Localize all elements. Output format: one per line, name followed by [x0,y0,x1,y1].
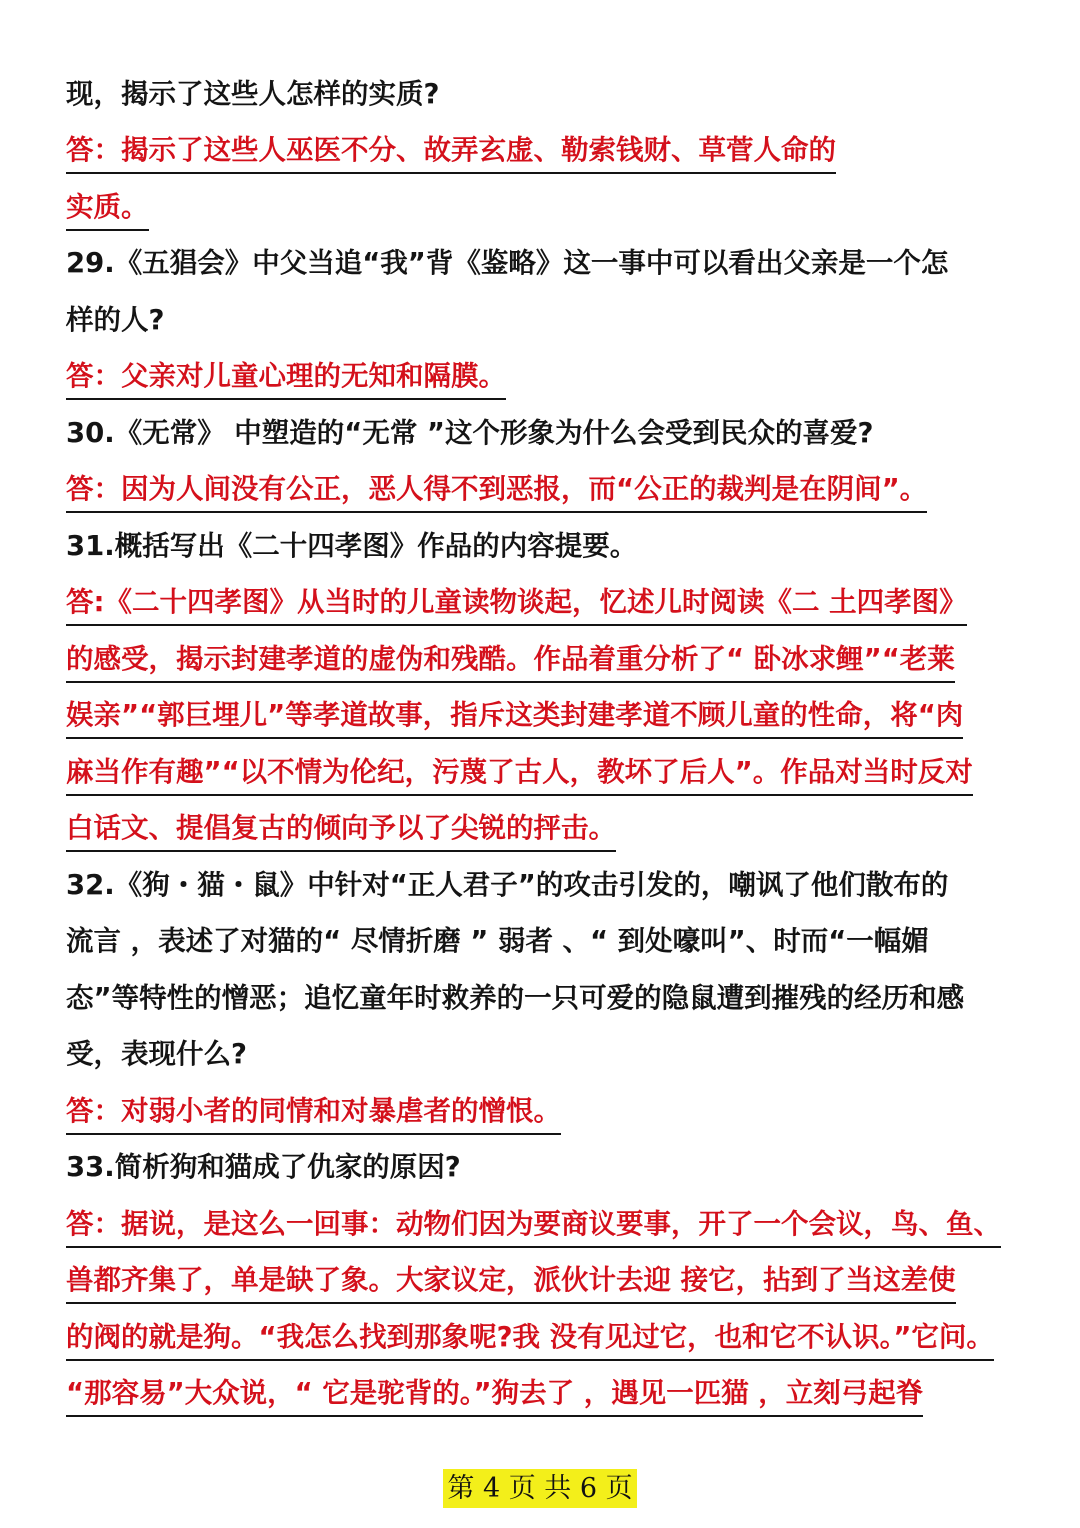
question-30: 30.《无常》 中塑造的“无常 ”这个形象为什么会受到民众的喜爱? [66,417,874,449]
question-32-line-2: 流言 ，表述了对猫的“ 尽情折磨 ” 弱者 、“ 到处嚎叫”、时而“一幅媚 [66,925,929,957]
answer-28-line-1: 答：揭示了这些人巫医不分、故弄玄虚、勒索钱财、草菅人命的 [66,128,836,174]
answer-31-line-4: 麻当作有趣”“以不情为伦纪，污蔑了古人，教坏了后人”。作品对当时反对 [66,750,973,796]
answer-31-line-3: 娱亲”“郭巨埋儿”等孝道故事，指斥这类封建孝道不顾儿童的性命，将“肉 [66,693,963,739]
answer-30: 答：因为人间没有公正，恶人得不到恶报，而“公正的裁判是在阴间”。 [66,467,927,513]
question-32-line-4: 受，表现什么? [66,1038,247,1070]
answer-33-line-2: 兽都齐集了，单是缺了象。大家议定，派伙计去迎 接它，拈到了当这差使 [66,1258,956,1304]
answer-31-line-2: 的感受，揭示封建孝道的虚伪和残酷。作品着重分析了“ 卧冰求鲤”“老莱 [66,637,955,683]
answer-28-line-2: 实质。 [66,185,149,231]
page-number: 第 4 页 共 6 页 [443,1469,636,1508]
answer-29: 答：父亲对儿童心理的无知和隔膜。 [66,354,506,400]
question-31: 31.概括写出《二十四孝图》作品的内容提要。 [66,530,638,562]
answer-33-line-1: 答：据说，是这么一回事：动物们因为要商议要事，开了一个会议，鸟、鱼、 [66,1202,1001,1248]
answer-31-line-5: 白话文、提倡复古的倾向予以了尖锐的抨击。 [66,806,616,852]
question-28-continuation: 现，揭示了这些人怎样的实质? [66,78,440,110]
answer-31-line-1: 答:《二十四孝图》从当时的儿童读物谈起，忆述儿时阅读《二 土四孝图》 [66,580,967,626]
question-33: 33.简析狗和猫成了仇家的原因? [66,1151,461,1183]
page-footer [0,1466,1080,1505]
question-32-line-1: 32.《狗・猫・鼠》中针对“正人君子”的攻击引发的，嘲讽了他们散布的 [66,869,949,901]
question-29-line-2: 样的人? [66,304,165,336]
answer-33-line-4: “那容易”大众说，“ 它是驼背的。”狗去了 ，遇见一匹猫 ，立刻弓起脊 [66,1371,923,1417]
answer-32: 答：对弱小者的同情和对暴虐者的憎恨。 [66,1089,561,1135]
answer-33-line-3: 的阀的就是狗。“我怎么找到那象呢?我 没有见过它，也和它不认识。”它问。 [66,1315,994,1361]
question-29-line-1: 29.《五猖会》中父当追“我”背《鉴略》这一事中可以看出父亲是一个怎 [66,247,949,279]
question-32-line-3: 态”等特性的憎恶；追忆童年时救养的一只可爱的隐鼠遭到摧残的经历和感 [66,982,965,1014]
